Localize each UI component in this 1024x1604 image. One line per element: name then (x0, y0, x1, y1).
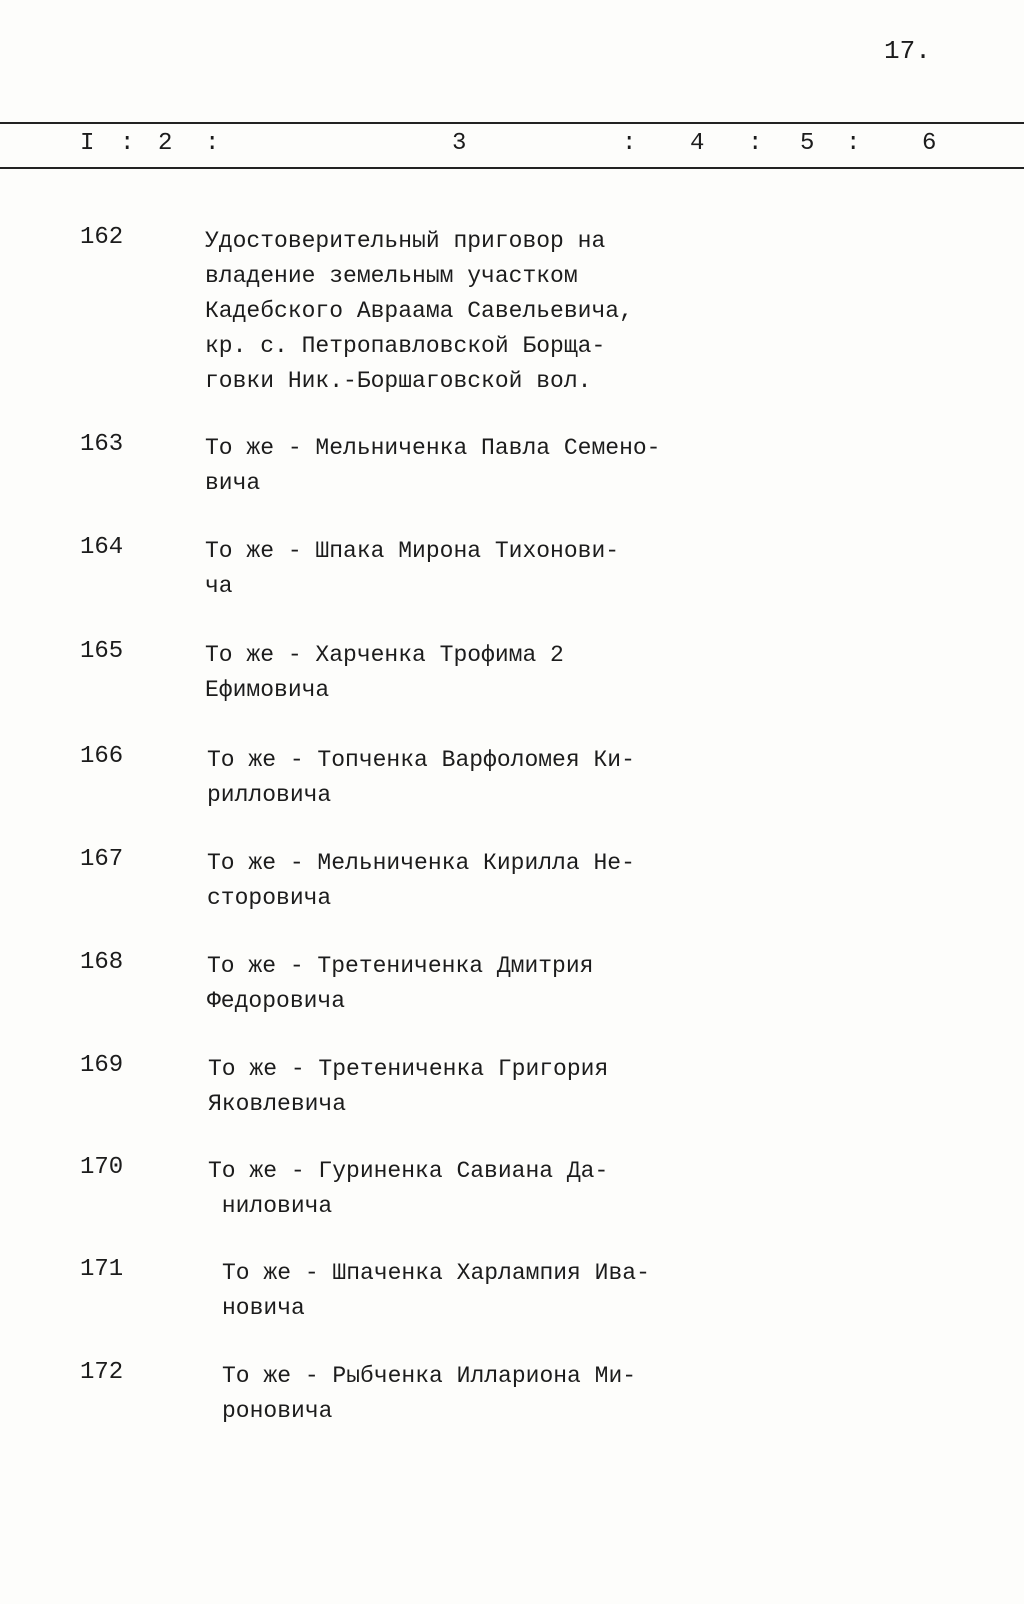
entry-number: 163 (80, 431, 124, 458)
column-separator: : (120, 130, 135, 157)
column-separator: : (205, 130, 220, 157)
description-line: То же - Рыбченка Иллариона Ми- (222, 1363, 637, 1389)
entry-number: 165 (80, 638, 124, 665)
entry-number: 171 (80, 1256, 124, 1283)
entry-description (207, 949, 593, 1019)
header-bottom-rule (0, 167, 1024, 169)
description-line: То же - Третениченка Дмитрия (207, 953, 594, 979)
header-top-rule (0, 122, 1024, 124)
description-line: То же - Гуриненка Савиана Да- (208, 1158, 609, 1184)
entry-number: 167 (80, 846, 124, 873)
description-line: Федоровича (207, 988, 346, 1014)
entry-description (207, 846, 635, 916)
description-line: сторовича (207, 885, 332, 911)
description-line: владение земельным участком (205, 263, 578, 289)
entry-description (207, 743, 635, 813)
entry-description (208, 1052, 608, 1122)
description-line: ча (205, 573, 233, 599)
entry-description (222, 1359, 636, 1429)
description-line: Яковлевича (208, 1091, 347, 1117)
entry-description (205, 431, 660, 501)
description-line: вича (205, 470, 261, 496)
description-line: То же - Шпака Мирона Тихонови- (205, 538, 620, 564)
column-number: I (80, 130, 95, 157)
entry-number: 172 (80, 1359, 124, 1386)
description-line: То же - Третениченка Григория (208, 1056, 609, 1082)
entry-number: 164 (80, 534, 124, 561)
column-separator: : (622, 130, 637, 157)
description-line: роновича (222, 1398, 333, 1424)
column-number: 3 (452, 130, 467, 157)
description-line: То же - Шпаченка Харлампия Ива- (222, 1260, 650, 1286)
description-line: рилловича (207, 782, 332, 808)
page-number: 17. (884, 36, 931, 66)
entry-number: 168 (80, 949, 124, 976)
description-line: То же - Мельниченка Павла Семено- (205, 435, 661, 461)
column-number: 6 (922, 130, 937, 157)
entry-description (205, 638, 564, 708)
entry-description (222, 1256, 650, 1326)
column-separator: : (846, 130, 861, 157)
column-number: 2 (158, 130, 173, 157)
entry-number: 169 (80, 1052, 124, 1079)
entry-description (208, 1154, 608, 1224)
entry-number: 170 (80, 1154, 124, 1181)
description-line: ниловича (208, 1193, 333, 1219)
column-separator: : (748, 130, 763, 157)
description-line: То же - Топченка Варфоломея Ки- (207, 747, 635, 773)
description-line: Кадебского Авраама Савельевича, (205, 298, 633, 324)
description-line: То же - Мельниченка Кирилла Не- (207, 850, 635, 876)
description-line: То же - Харченка Трофима 2 (205, 642, 564, 668)
description-line: новича (222, 1295, 305, 1321)
entry-number: 162 (80, 224, 124, 251)
description-line: кр. с. Петропавловской Борща- (205, 333, 606, 359)
entry-number: 166 (80, 743, 124, 770)
description-line: Ефимовича (205, 677, 330, 703)
description-line: говки Ник.-Боршаговской вол. (205, 368, 592, 394)
description-line: Удостоверительный приговор на (205, 228, 606, 254)
entry-description (205, 224, 633, 399)
column-number: 4 (690, 130, 705, 157)
column-number: 5 (800, 130, 815, 157)
entry-description (205, 534, 619, 604)
